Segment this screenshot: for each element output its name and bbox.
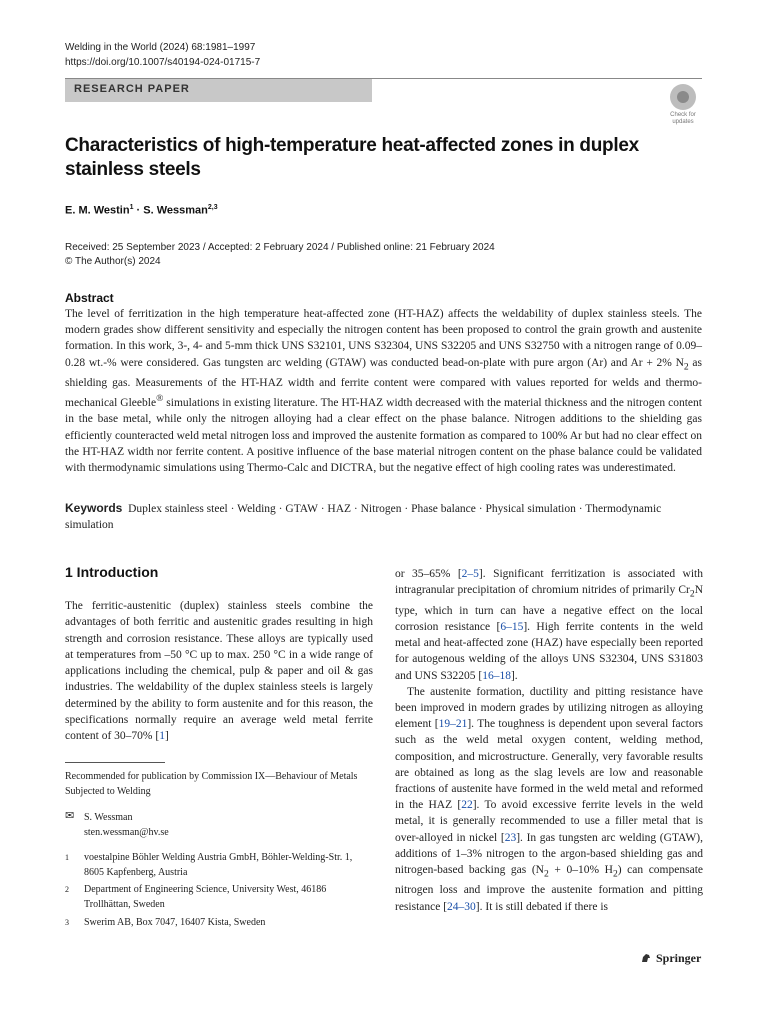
intro-paragraph-2: The austenite formation, ductility and pitting resistance have been improved in modern grades by utilizing nitrogen as alloying element [19–21]. The toughness is dependent upon several factors such as the weld metal oxygen content, welding method, composition, and microstructure. Generally, very favorable results are obtained as long as the slag levels are low and reasonable fractions of austenite have formed in the weld metal and reformed in the HAZ [22]. To avoid excessive ferrite levels in the weld metal, it is generally recommended to use a filler metal that is over-alloyed in nickel [23]. In gas tungsten arc welding (GTAW), additions of 1–3% nitrogen to the argon-based shielding gas and nitrogen-based backing gas ($N_2 + 0-10\%$ $H_2$) can compensate nitrogen loss and improve the austenite formation and pitting resistance [24–30]. It is still debated if there is bbox=[395, 685, 704, 913]
abstract-body: The level of ferritization in the high temperature heat-affected zone (HT-HAZ) affects the weldability of duplex stainless steels. The modern grades show different sensitivity and especially the nitrogen content has been proposed to control the grain growth and austenite formation. In this work, 3-, 4- and 5-mm thick UNS S32101, UNS S32304, UNS S32205 and UNS S32750 with a nitrogen range of 0.09–0.28 wt.-% were considered. Gas tungsten arc welding (GTAW) was conducted bead-on-plate with pure argon (Ar) and Ar + 2% $N_2$ as shielding gas. Measurements of the HT-HAZ width and ferrite content were compared with values reported for welds and thermo-mechanical Gleeble® simulations in existing literature. The HT-HAZ width decreased with the material thickness and the nitrogen content in the base metal, while only the nitrogen alloying had a clear effect on the phase balance. Nitrogen additions to the shielding gas efficiently counteracted weld metal nitrogen loss and improved the austenite formation as compared to 100% Ar but had no clear effect on the HT-HAZ width nor ferrite content. A positive influence of the base material nitrogen content on the phase balance could be validated with thermodynamic simulations using Thermo-Calc and DICTRA, but the negative effect of high cooling rates was underestimated. bbox=[65, 308, 702, 474]
footnote-rule bbox=[65, 762, 165, 763]
badge-line2: updates bbox=[672, 118, 694, 125]
article-type-label: RESEARCH PAPER bbox=[74, 83, 190, 95]
publisher-logo bbox=[640, 951, 701, 966]
citation-link[interactable]: 19–21 bbox=[438, 718, 468, 731]
author-separator: · bbox=[133, 204, 144, 217]
journal-volume-line: Welding in the World (2024) 68:1981–1997 bbox=[65, 42, 256, 53]
paper-title: Characteristics of high-temperature heat-affected zones in duplex stainless steels bbox=[65, 135, 639, 180]
update-check-icon bbox=[670, 84, 696, 110]
recommendation-note: Recommended for publication by Commission IX—Behaviour of Metals Subjected to Welding bbox=[65, 771, 358, 797]
affiliation-2: 2 Department of Engineering Science, University West, 46186 Trollhättan, Sweden bbox=[65, 884, 327, 910]
corresponding-author bbox=[65, 810, 365, 840]
journal-citation bbox=[65, 41, 260, 70]
author-1[interactable]: E. M. Westin bbox=[65, 204, 130, 217]
corresponding-email[interactable]: sten.wessman@hv.se bbox=[84, 827, 169, 838]
citation-link[interactable]: 22 bbox=[461, 799, 473, 812]
article-dates bbox=[65, 241, 495, 269]
intro-paragraph-1: The ferritic-austenitic (duplex) stainless steels combine the advantages of both ferritic and austenitic grades resulting in high strength and corrosion resistance. These alloys are typically used at temperatures from –50 °C up to max. 250 °C in a wide range of applications including the chemical, pulp & paper and oil & gas industries. The weldability of the duplex stainless steels is largely determined by the ability to form austenite and for this reason, the specifications normally require an average weld metal ferrite content of 30–70% [1] bbox=[65, 600, 373, 743]
springer-horse-icon bbox=[640, 952, 652, 964]
check-for-updates-badge[interactable] bbox=[663, 84, 703, 124]
author-2-affil: 2,3 bbox=[207, 204, 218, 211]
corresponding-name: S. Wessman bbox=[84, 812, 133, 823]
citation-link[interactable]: 6–15 bbox=[500, 620, 524, 633]
author-2[interactable]: S. Wessman bbox=[143, 204, 208, 217]
badge-line1: Check for bbox=[670, 112, 696, 118]
affiliation-3: 3 Swerim AB, Box 7047, 16407 Kista, Sweden bbox=[65, 917, 266, 928]
doi-link[interactable]: https://doi.org/10.1007/s40194-024-01715-7 bbox=[65, 56, 261, 68]
abstract-heading: Abstract bbox=[65, 291, 114, 305]
publisher-name: Springer bbox=[656, 951, 702, 965]
citation-link[interactable]: 1 bbox=[159, 730, 165, 743]
citation-link[interactable]: 2–5 bbox=[461, 568, 479, 580]
author-list bbox=[65, 204, 218, 217]
intro-left-column bbox=[65, 598, 373, 745]
keywords-heading: Keywords bbox=[65, 501, 123, 515]
section-heading-introduction: 1 Introduction bbox=[65, 564, 159, 580]
history-dates: Received: 25 September 2023 / Accepted: 2 February 2024 / Published online: 21 February 2024 bbox=[65, 242, 495, 253]
copyright-line: © The Author(s) 2024 bbox=[65, 256, 161, 267]
intro-paragraph-1-cont: or 35–65% [2–5]. Significant ferritization is associated with intragranular precipitation of chromium nitrides of primarily $Cr_2N$ type, which in turn can have a negative effect on the local corrosion resistance [6–15]. High ferrite contents in the weld metal and heat-affected zone (HAZ) have especially been reported for autogenous welding of the alloys UNS S32304, UNS S31803 and UNS S32205 [16–18]. bbox=[395, 568, 703, 682]
keywords-block bbox=[65, 500, 702, 533]
citation-link[interactable]: 23 bbox=[504, 831, 517, 844]
affiliation-1: 1 voestalpine Böhler Welding Austria GmbH, Böhler-Welding-Str. 1, 8605 Kapfenberg, Austria bbox=[65, 852, 353, 878]
article-type-band bbox=[65, 79, 372, 102]
header-rule bbox=[65, 78, 702, 79]
author-1-affil: 1 bbox=[129, 204, 134, 211]
envelope-icon: ✉ bbox=[65, 810, 75, 822]
intro-right-column bbox=[395, 566, 703, 915]
citation-link[interactable]: 24–30 bbox=[447, 900, 476, 913]
keywords-list: Duplex stainless steel · Welding · GTAW · HAZ · Nitrogen · Phase balance · Physical simulation · Thermodynamic simulation bbox=[65, 503, 662, 532]
citation-link[interactable]: 16–18 bbox=[482, 669, 511, 682]
